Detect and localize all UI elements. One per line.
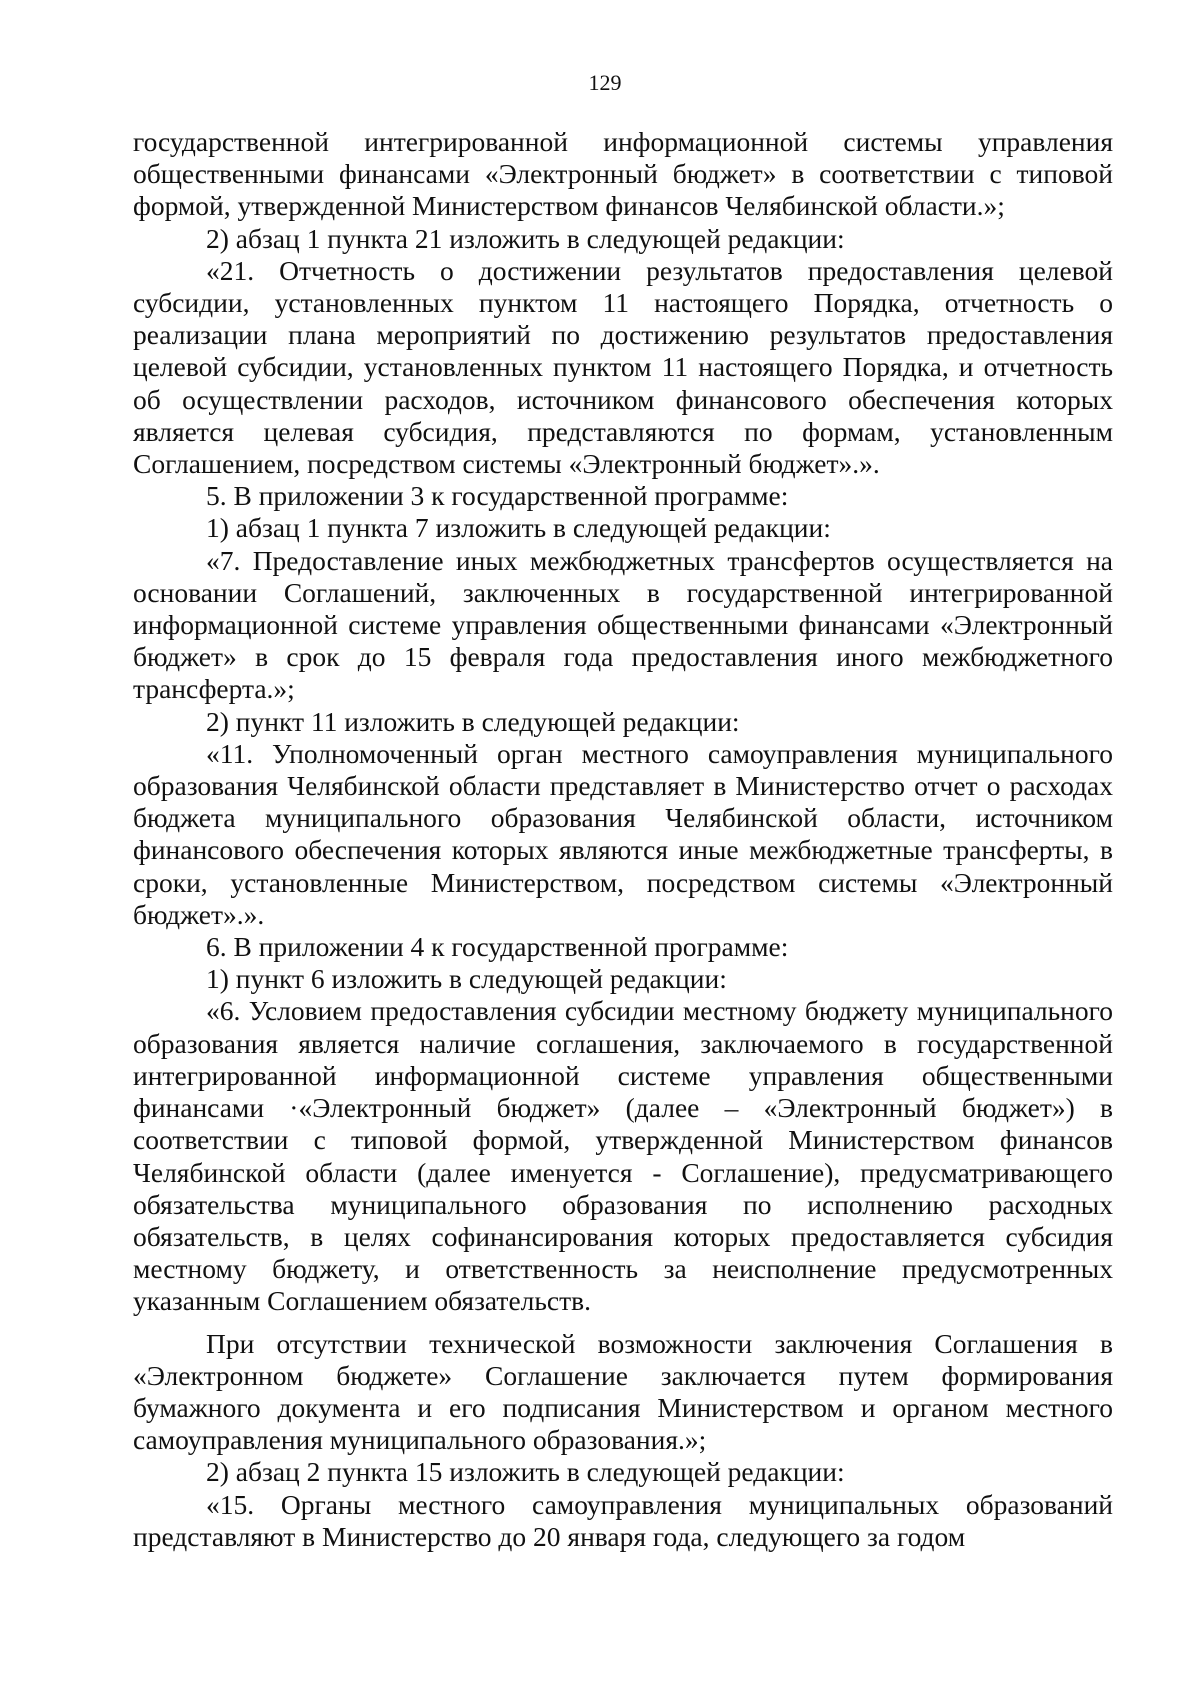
paragraph-1: государственной интегрированной информационной системы управления общественными финансами «Электронный бюджет» в соответствии с типовой формой, утвержденной Министерством финансов Челябинской области.»; xyxy=(133,126,1113,222)
paragraph-14: «15. Органы местного самоуправления муниципальных образований представляют в Министерство до 20 января года, следующего за годом xyxy=(133,1488,1113,1552)
paragraph-4: 5. В приложении 3 к государственной программе: xyxy=(206,480,789,512)
paragraph-8: «11. Уполномоченный орган местного самоуправления муниципального образования Челябинской области представляет в Министерство отчет о расходах бюджета муниципального образования Челябинской области, источником финансового обеспечения которых являются иные межбюджетные трансферты, в сроки, установленные Министерством, посредством системы «Электронный бюджет».». xyxy=(133,737,1113,930)
paragraph-12: При отсутствии технической возможности заключения Соглашения в «Электронном бюджете» Соглашение заключается путем формирования бумажного документа и его подписания Министерством и органом местного самоуправления муниципального образования.»; xyxy=(133,1327,1113,1456)
document-body xyxy=(133,126,1113,1553)
paragraph-3: «21. Отчетность о достижении результатов предоставления целевой субсидии, установленных пунктом 11 настоящего Порядка, отчетность о реализации плана мероприятий по достижению результатов предоставления целевой субсидии, установленных пунктом 11 настоящего Порядка, и отчетность об осуществлении расходов, источником финансового обеспечения которых является целевая субсидия, представляются по формам, установленным Соглашением, посредством системы «Электронный бюджет».». xyxy=(133,254,1113,480)
paragraph-11: «6. Условием предоставления субсидии местному бюджету муниципального образования является наличие соглашения, заключаемого в государственной интегрированной информационной системе управления общественными финансами ·«Электронный бюджет» (далее – «Электронный бюджет») в соответствии с типовой формой, утвержденной Министерством финансов Челябинской области (далее именуется - Соглашение), предусматривающего обязательства муниципального образования по исполнению расходных обязательств, в целях софинансирования которых предоставляется субсидия местному бюджету, и ответственность за неисполнение предусмотренных указанным Соглашением обязательств. xyxy=(133,995,1113,1317)
paragraph-13: 2) абзац 2 пункта 15 изложить в следующей редакции: xyxy=(206,1456,845,1488)
paragraph-6: «7. Предоставление иных межбюджетных трансфертов осуществляется на основании Соглашений, заключенных в государственной интегрированной информационной системе управления общественными финансами «Электронный бюджет» в срок до 15 февраля года предоставления иного межбюджетного трансферта.»; xyxy=(133,544,1113,705)
paragraph-10: 1) пункт 6 изложить в следующей редакции: xyxy=(206,963,727,995)
paragraph-2: 2) абзац 1 пункта 21 изложить в следующей редакции: xyxy=(206,222,845,254)
paragraph-5: 1) абзац 1 пункта 7 изложить в следующей редакции: xyxy=(206,512,831,544)
paragraph-9: 6. В приложении 4 к государственной программе: xyxy=(206,931,789,963)
page-number: 129 xyxy=(588,70,622,95)
paragraph-7: 2) пункт 11 изложить в следующей редакции: xyxy=(206,705,740,737)
